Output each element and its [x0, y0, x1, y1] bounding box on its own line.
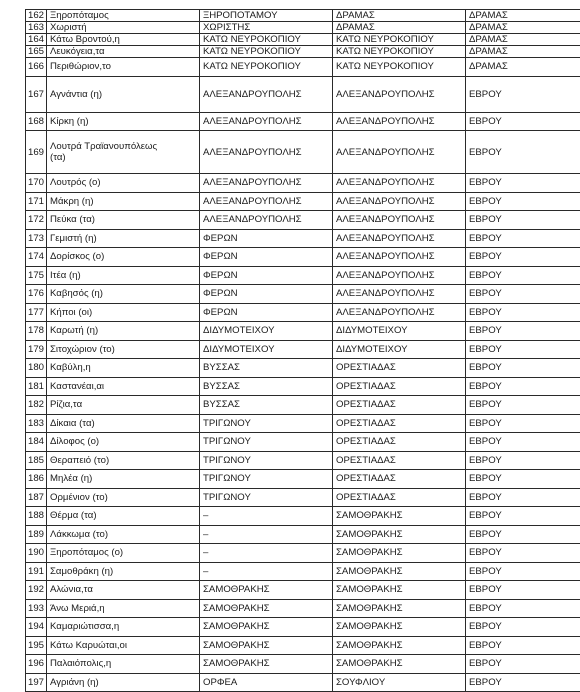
table-row: [26, 470, 580, 489]
village-name-cell: Καβύλη,η: [47, 359, 200, 378]
municipality-cell: ΔΡΑΜΑΣ: [333, 22, 466, 34]
community-cell: ΣΑΜΟΘΡΑΚΗΣ: [200, 636, 333, 655]
community-cell: ΒΥΣΣΑΣ: [200, 396, 333, 415]
prefecture-cell: ΔΡΑΜΑΣ: [466, 58, 580, 77]
municipality-cell: ΑΛΕΞΑΝΔΡΟΥΠΟΛΗΣ: [333, 131, 466, 174]
row-number-cell: 176: [26, 285, 47, 304]
row-number-cell: 167: [26, 76, 47, 112]
table-row: [26, 46, 580, 58]
community-cell: ΦΕΡΩΝ: [200, 229, 333, 248]
prefecture-cell: ΕΒΡΟΥ: [466, 377, 580, 396]
table-row: [26, 488, 580, 507]
table-row: [26, 192, 580, 211]
row-number-cell: 197: [26, 673, 47, 692]
community-cell: –: [200, 562, 333, 581]
municipality-cell: ΣΑΜΟΘΡΑΚΗΣ: [333, 507, 466, 526]
row-number-cell: 185: [26, 451, 47, 470]
table-row: [26, 112, 580, 131]
municipality-cell: ΟΡΕΣΤΙΑΔΑΣ: [333, 488, 466, 507]
municipality-cell: ΣΑΜΟΘΡΑΚΗΣ: [333, 581, 466, 600]
row-number-cell: 164: [26, 34, 47, 46]
village-name-cell: Πεύκα (τα): [47, 211, 200, 230]
community-cell: –: [200, 507, 333, 526]
municipality-cell: ΟΡΕΣΤΙΑΔΑΣ: [333, 433, 466, 452]
community-cell: ΤΡΙΓΩΝΟΥ: [200, 470, 333, 489]
municipality-cell: ΚΑΤΩ ΝΕΥΡΟΚΟΠΙΟΥ: [333, 58, 466, 77]
village-name-cell: Κάτω Βροντού,η: [47, 34, 200, 46]
community-cell: ΣΑΜΟΘΡΑΚΗΣ: [200, 655, 333, 674]
row-number-cell: 188: [26, 507, 47, 526]
village-name-cell: Καμαριώτισσα,η: [47, 618, 200, 637]
municipality-cell: ΑΛΕΞΑΝΔΡΟΥΠΟΛΗΣ: [333, 303, 466, 322]
table-row: [26, 636, 580, 655]
row-number-cell: 193: [26, 599, 47, 618]
row-number-cell: 179: [26, 340, 47, 359]
prefecture-cell: ΕΒΡΟΥ: [466, 673, 580, 692]
community-cell: ΦΕΡΩΝ: [200, 303, 333, 322]
community-cell: ΤΡΙΓΩΝΟΥ: [200, 433, 333, 452]
village-name-cell: Κίρκη (η): [47, 112, 200, 131]
village-name-cell: Σαμοθράκη (η): [47, 562, 200, 581]
villages-table-body: [26, 10, 580, 692]
village-name-cell: [47, 131, 200, 174]
row-number-cell: 181: [26, 377, 47, 396]
village-name-cell: Παλαιόπολις,η: [47, 655, 200, 674]
prefecture-cell: ΕΒΡΟΥ: [466, 488, 580, 507]
community-cell: ΣΑΜΟΘΡΑΚΗΣ: [200, 599, 333, 618]
village-name-cell: Σιτοχώριον (το): [47, 340, 200, 359]
prefecture-cell: ΕΒΡΟΥ: [466, 112, 580, 131]
community-cell: ΚΑΤΩ ΝΕΥΡΟΚΟΠΙΟΥ: [200, 58, 333, 77]
municipality-cell: ΟΡΕΣΤΙΑΔΑΣ: [333, 396, 466, 415]
document-page: [25, 9, 565, 692]
table-row: [26, 303, 580, 322]
municipality-cell: ΑΛΕΞΑΝΔΡΟΥΠΟΛΗΣ: [333, 248, 466, 267]
prefecture-cell: ΕΒΡΟΥ: [466, 544, 580, 563]
community-cell: ΧΩΡΙΣΤΗΣ: [200, 22, 333, 34]
village-name-cell: Γεμιστή (η): [47, 229, 200, 248]
table-row: [26, 76, 580, 112]
village-name-cell: Κήποι (οι): [47, 303, 200, 322]
prefecture-cell: ΕΒΡΟΥ: [466, 451, 580, 470]
prefecture-cell: ΕΒΡΟΥ: [466, 636, 580, 655]
community-cell: –: [200, 544, 333, 563]
table-row: [26, 248, 580, 267]
row-number-cell: 191: [26, 562, 47, 581]
row-number-cell: 187: [26, 488, 47, 507]
row-number-cell: 195: [26, 636, 47, 655]
table-row: [26, 131, 580, 174]
municipality-cell: ΑΛΕΞΑΝΔΡΟΥΠΟΛΗΣ: [333, 266, 466, 285]
prefecture-cell: ΕΒΡΟΥ: [466, 581, 580, 600]
row-number-cell: 177: [26, 303, 47, 322]
municipality-cell: ΣΑΜΟΘΡΑΚΗΣ: [333, 562, 466, 581]
community-cell: ΦΕΡΩΝ: [200, 266, 333, 285]
municipality-cell: ΑΛΕΞΑΝΔΡΟΥΠΟΛΗΣ: [333, 285, 466, 304]
table-row: [26, 673, 580, 692]
row-number-cell: 186: [26, 470, 47, 489]
municipality-cell: ΑΛΕΞΑΝΔΡΟΥΠΟΛΗΣ: [333, 76, 466, 112]
row-number-cell: 166: [26, 58, 47, 77]
table-row: [26, 618, 580, 637]
table-row: [26, 377, 580, 396]
community-cell: ΑΛΕΞΑΝΔΡΟΥΠΟΛΗΣ: [200, 192, 333, 211]
table-row: [26, 322, 580, 341]
municipality-cell: ΟΡΕΣΤΙΑΔΑΣ: [333, 414, 466, 433]
village-name-line: Λουτρά Τραϊανουπόλεως: [50, 141, 196, 152]
village-name-cell: Δίλοφος (ο): [47, 433, 200, 452]
municipality-cell: ΚΑΤΩ ΝΕΥΡΟΚΟΠΙΟΥ: [333, 46, 466, 58]
village-name-cell: Λάκκωμα (το): [47, 525, 200, 544]
municipality-cell: ΣΑΜΟΘΡΑΚΗΣ: [333, 599, 466, 618]
prefecture-cell: ΕΒΡΟΥ: [466, 229, 580, 248]
prefecture-cell: ΔΡΑΜΑΣ: [466, 46, 580, 58]
village-name-cell: Αλώνια,τα: [47, 581, 200, 600]
table-row: [26, 174, 580, 193]
village-name-cell: Μάκρη (η): [47, 192, 200, 211]
table-row: [26, 433, 580, 452]
row-number-cell: 168: [26, 112, 47, 131]
municipality-cell: ΔΙΔΥΜΟΤΕΙΧΟΥ: [333, 340, 466, 359]
prefecture-cell: ΕΒΡΟΥ: [466, 359, 580, 378]
community-cell: ΒΥΣΣΑΣ: [200, 359, 333, 378]
village-name-cell: Ρίζια,τα: [47, 396, 200, 415]
table-row: [26, 507, 580, 526]
prefecture-cell: ΕΒΡΟΥ: [466, 507, 580, 526]
row-number-cell: 175: [26, 266, 47, 285]
village-name-cell: Ιτέα (η): [47, 266, 200, 285]
prefecture-cell: ΕΒΡΟΥ: [466, 266, 580, 285]
row-number-cell: 190: [26, 544, 47, 563]
village-name-cell: Αγριάνη (η): [47, 673, 200, 692]
community-cell: ΑΛΕΞΑΝΔΡΟΥΠΟΛΗΣ: [200, 112, 333, 131]
community-cell: ΑΛΕΞΑΝΔΡΟΥΠΟΛΗΣ: [200, 211, 333, 230]
table-row: [26, 359, 580, 378]
prefecture-cell: ΕΒΡΟΥ: [466, 562, 580, 581]
row-number-cell: 162: [26, 10, 47, 22]
table-row: [26, 655, 580, 674]
community-cell: ΒΥΣΣΑΣ: [200, 377, 333, 396]
community-cell: ΚΑΤΩ ΝΕΥΡΟΚΟΠΙΟΥ: [200, 46, 333, 58]
village-name-line: (τα): [50, 152, 196, 163]
community-cell: ΣΑΜΟΘΡΑΚΗΣ: [200, 581, 333, 600]
community-cell: ΤΡΙΓΩΝΟΥ: [200, 414, 333, 433]
table-row: [26, 266, 580, 285]
prefecture-cell: ΕΒΡΟΥ: [466, 433, 580, 452]
community-cell: ΑΛΕΞΑΝΔΡΟΥΠΟΛΗΣ: [200, 131, 333, 174]
municipality-cell: ΣΑΜΟΘΡΑΚΗΣ: [333, 544, 466, 563]
prefecture-cell: ΕΒΡΟΥ: [466, 211, 580, 230]
village-name-cell: Θεραπειό (το): [47, 451, 200, 470]
village-name-cell: Περιθώριον,το: [47, 58, 200, 77]
village-name-cell: Χωριστή: [47, 22, 200, 34]
community-cell: –: [200, 525, 333, 544]
municipality-cell: ΔΡΑΜΑΣ: [333, 10, 466, 22]
table-row: [26, 525, 580, 544]
municipality-cell: ΑΛΕΞΑΝΔΡΟΥΠΟΛΗΣ: [333, 192, 466, 211]
prefecture-cell: ΕΒΡΟΥ: [466, 131, 580, 174]
row-number-cell: 180: [26, 359, 47, 378]
table-row: [26, 581, 580, 600]
municipality-cell: ΟΡΕΣΤΙΑΔΑΣ: [333, 470, 466, 489]
village-name-cell: Ορμένιον (το): [47, 488, 200, 507]
village-name-cell: Αγνάντια (η): [47, 76, 200, 112]
prefecture-cell: ΕΒΡΟΥ: [466, 174, 580, 193]
row-number-cell: 172: [26, 211, 47, 230]
row-number-cell: 194: [26, 618, 47, 637]
table-row: [26, 599, 580, 618]
row-number-cell: 170: [26, 174, 47, 193]
municipality-cell: ΑΛΕΞΑΝΔΡΟΥΠΟΛΗΣ: [333, 211, 466, 230]
row-number-cell: 169: [26, 131, 47, 174]
row-number-cell: 165: [26, 46, 47, 58]
community-cell: ΑΛΕΞΑΝΔΡΟΥΠΟΛΗΣ: [200, 76, 333, 112]
village-name-cell: Καστανέαι,αι: [47, 377, 200, 396]
municipality-cell: ΣΑΜΟΘΡΑΚΗΣ: [333, 655, 466, 674]
community-cell: ΚΑΤΩ ΝΕΥΡΟΚΟΠΙΟΥ: [200, 34, 333, 46]
table-row: [26, 22, 580, 34]
community-cell: ΤΡΙΓΩΝΟΥ: [200, 451, 333, 470]
village-name-cell: Δορίσκος (ο): [47, 248, 200, 267]
community-cell: ΔΙΔΥΜΟΤΕΙΧΟΥ: [200, 340, 333, 359]
village-name-cell: Λευκόγεια,τα: [47, 46, 200, 58]
municipality-cell: ΚΑΤΩ ΝΕΥΡΟΚΟΠΙΟΥ: [333, 34, 466, 46]
table-row: [26, 285, 580, 304]
table-row: [26, 58, 580, 77]
table-row: [26, 562, 580, 581]
village-name-cell: Άνω Μεριά,η: [47, 599, 200, 618]
community-cell: ΟΡΦΕΑ: [200, 673, 333, 692]
prefecture-cell: ΕΒΡΟΥ: [466, 470, 580, 489]
village-name-cell: Ξηροπόταμος (ο): [47, 544, 200, 563]
community-cell: ΣΑΜΟΘΡΑΚΗΣ: [200, 618, 333, 637]
prefecture-cell: ΕΒΡΟΥ: [466, 303, 580, 322]
prefecture-cell: ΕΒΡΟΥ: [466, 599, 580, 618]
table-row: [26, 544, 580, 563]
table-row: [26, 211, 580, 230]
row-number-cell: 184: [26, 433, 47, 452]
village-name-cell: Μηλέα (η): [47, 470, 200, 489]
table-row: [26, 34, 580, 46]
prefecture-cell: ΔΡΑΜΑΣ: [466, 34, 580, 46]
table-row: [26, 229, 580, 248]
prefecture-cell: ΕΒΡΟΥ: [466, 655, 580, 674]
municipality-cell: ΣΑΜΟΘΡΑΚΗΣ: [333, 618, 466, 637]
municipality-cell: ΔΙΔΥΜΟΤΕΙΧΟΥ: [333, 322, 466, 341]
municipality-cell: ΟΡΕΣΤΙΑΔΑΣ: [333, 359, 466, 378]
row-number-cell: 182: [26, 396, 47, 415]
row-number-cell: 174: [26, 248, 47, 267]
table-row: [26, 451, 580, 470]
row-number-cell: 192: [26, 581, 47, 600]
prefecture-cell: ΕΒΡΟΥ: [466, 285, 580, 304]
prefecture-cell: ΕΒΡΟΥ: [466, 322, 580, 341]
community-cell: ΤΡΙΓΩΝΟΥ: [200, 488, 333, 507]
municipality-cell: ΑΛΕΞΑΝΔΡΟΥΠΟΛΗΣ: [333, 174, 466, 193]
row-number-cell: 183: [26, 414, 47, 433]
prefecture-cell: ΕΒΡΟΥ: [466, 414, 580, 433]
municipality-cell: ΣΑΜΟΘΡΑΚΗΣ: [333, 636, 466, 655]
prefecture-cell: ΕΒΡΟΥ: [466, 248, 580, 267]
community-cell: ΔΙΔΥΜΟΤΕΙΧΟΥ: [200, 322, 333, 341]
village-name-cell: Κάτω Καρυώται,οι: [47, 636, 200, 655]
table-row: [26, 414, 580, 433]
municipality-cell: ΟΡΕΣΤΙΑΔΑΣ: [333, 451, 466, 470]
row-number-cell: 178: [26, 322, 47, 341]
prefecture-cell: ΕΒΡΟΥ: [466, 192, 580, 211]
municipality-cell: ΣΑΜΟΘΡΑΚΗΣ: [333, 525, 466, 544]
row-number-cell: 171: [26, 192, 47, 211]
prefecture-cell: ΕΒΡΟΥ: [466, 525, 580, 544]
table-row: [26, 340, 580, 359]
municipality-cell: ΣΟΥΦΛΙΟΥ: [333, 673, 466, 692]
prefecture-cell: ΕΒΡΟΥ: [466, 396, 580, 415]
community-cell: ΞΗΡΟΠΟΤΑΜΟΥ: [200, 10, 333, 22]
row-number-cell: 189: [26, 525, 47, 544]
village-name-cell: Καρωτή (η): [47, 322, 200, 341]
villages-table: [25, 9, 580, 692]
village-name-cell: Δίκαια (τα): [47, 414, 200, 433]
table-row: [26, 10, 580, 22]
municipality-cell: ΑΛΕΞΑΝΔΡΟΥΠΟΛΗΣ: [333, 112, 466, 131]
village-name-cell: Λουτρός (ο): [47, 174, 200, 193]
row-number-cell: 173: [26, 229, 47, 248]
municipality-cell: ΟΡΕΣΤΙΑΔΑΣ: [333, 377, 466, 396]
village-name-cell: Ξηροπόταμος: [47, 10, 200, 22]
table-row: [26, 396, 580, 415]
community-cell: ΑΛΕΞΑΝΔΡΟΥΠΟΛΗΣ: [200, 174, 333, 193]
community-cell: ΦΕΡΩΝ: [200, 285, 333, 304]
village-name-cell: Καβησός (η): [47, 285, 200, 304]
row-number-cell: 196: [26, 655, 47, 674]
prefecture-cell: ΕΒΡΟΥ: [466, 340, 580, 359]
prefecture-cell: ΕΒΡΟΥ: [466, 618, 580, 637]
community-cell: ΦΕΡΩΝ: [200, 248, 333, 267]
prefecture-cell: ΔΡΑΜΑΣ: [466, 10, 580, 22]
prefecture-cell: ΕΒΡΟΥ: [466, 76, 580, 112]
prefecture-cell: ΔΡΑΜΑΣ: [466, 22, 580, 34]
row-number-cell: 163: [26, 22, 47, 34]
municipality-cell: ΑΛΕΞΑΝΔΡΟΥΠΟΛΗΣ: [333, 229, 466, 248]
village-name-cell: Θέρμα (τα): [47, 507, 200, 526]
